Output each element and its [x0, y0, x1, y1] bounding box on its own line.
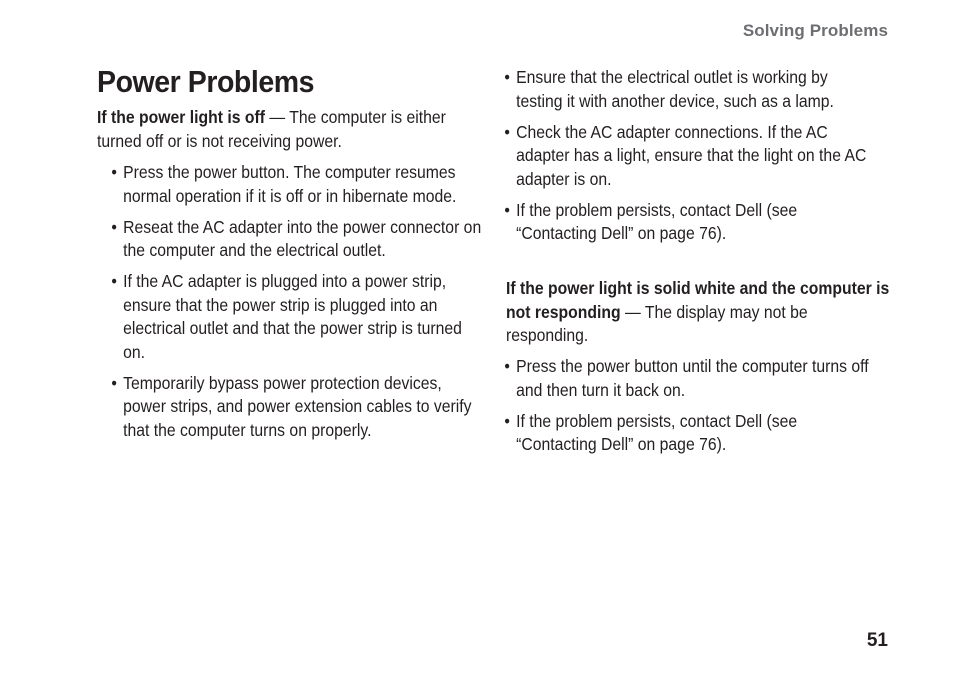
list-item: • If the AC adapter is plugged into a power strip, ensure that the power strip is plugged into an electrical outlet and that the power strip is turned on. — [97, 270, 484, 364]
list-item: • Temporarily bypass power protection devices, power strips, and power extension cables to verify that the computer turns on properly. — [97, 372, 484, 443]
power-light-off-steps — [97, 161, 484, 450]
not-responding-description: — The display may not be responding. — [506, 301, 808, 345]
list-item: • Check the AC adapter connections. If the AC adapter has a light, ensure that the light on the AC adapter is on. — [490, 121, 877, 192]
not-responding-paragraph — [506, 277, 893, 348]
not-responding-steps — [490, 355, 877, 464]
power-light-off-paragraph — [97, 106, 484, 153]
power-light-off-heading: If the power light is off — [97, 107, 265, 127]
running-header: Solving Problems — [742, 21, 888, 40]
power-light-off-steps-continued — [490, 66, 877, 253]
list-item: • Ensure that the electrical outlet is working by testing it with another device, such as a lamp. — [490, 66, 877, 113]
list-item: • If the problem persists, contact Dell (see “Contacting Dell” on page 76). — [490, 199, 877, 246]
list-item: • If the problem persists, contact Dell (see “Contacting Dell” on page 76). — [490, 410, 877, 457]
page-number: 51 — [866, 630, 888, 651]
power-light-off-description: — The computer is either turned off or is not receiving power. — [97, 107, 446, 151]
list-item: • Press the power button. The computer resumes normal operation if it is off or in hibernate mode. — [97, 161, 484, 208]
not-responding-heading: If the power light is solid white and the computer is not responding — [506, 278, 890, 322]
list-item: • Press the power button until the computer turns off and then turn it back on. — [490, 355, 877, 402]
list-item: • Reseat the AC adapter into the power connector on the computer and the electrical outlet. — [97, 216, 484, 263]
page-title: Power Problems — [97, 64, 315, 99]
